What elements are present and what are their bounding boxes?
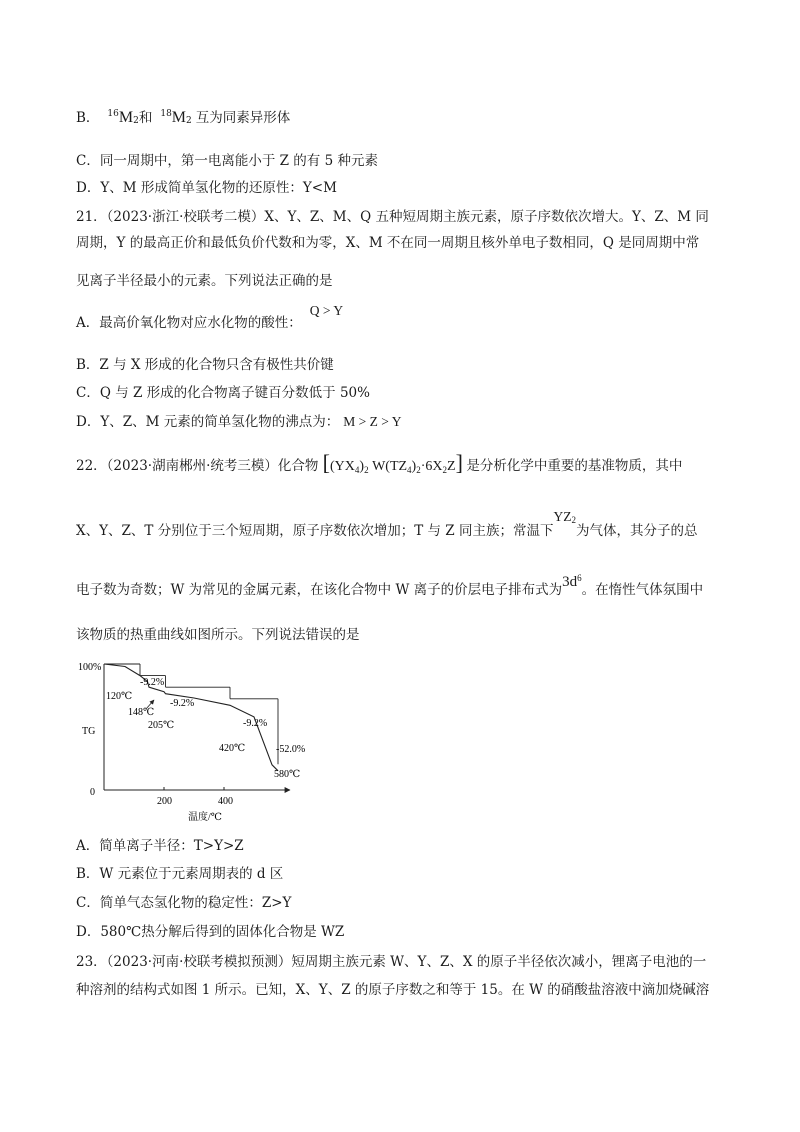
label-120c: 120℃ <box>106 691 133 702</box>
q21-option-c: C．Q 与 Z 形成的化合物离子键百分数低于 50% <box>76 385 370 401</box>
q21-stem-line1: 21．（2023·浙江·校联考二模）X、Y、Z、M、Q 五种短周期主族元素，原子序数依次增大。Y、Z、M 同 <box>76 209 709 225</box>
q21-stem-line2: 周期，Y 的最高正价和最低负价代数和为零，X、M 不在同一周期且核外单电子数相同，Q 是同周期中常 <box>76 235 700 251</box>
x-axis-label: 温度/℃ <box>188 812 222 823</box>
label-205c: 205℃ <box>148 720 175 731</box>
q23-stem-line2: 种溶剂的结构式如图 1 所示。已知，X、Y、Z 的原子序数之和等于 15。在 W 的硝酸盐溶液中滴加烧碱溶 <box>76 982 710 998</box>
q22-stem-line3: 电子数为奇数；W 为常见的金属元素，在该化合物中 W 离子的价层电子排布式为$3d^6$。在惰性气体氛围中 <box>76 573 704 598</box>
q20-option-c: C．同一周期中，第一电离能小于 Z 的有 5 种元素 <box>76 153 378 169</box>
q22-stem-line2: X、Y、Z、T 分别位于三个短周期，原子序数依次增加；T 与 Z 同主族；常温下$YZ_2$为气体，其分子的总 <box>76 509 698 539</box>
q21-option-b: B．Z 与 X 形成的化合物只含有极性共价键 <box>76 357 334 373</box>
y-tick-0: 0 <box>90 787 95 798</box>
loss-4: -52.0% <box>276 744 306 755</box>
q22-stem-line1: 22．（2023·湖南郴州·统考三模）化合物 [$(YX_4)_2$ $W(TZ_4)_2\cdot 6X_2Z$] 是分析化学中重要的基准物质，其中 <box>76 450 683 475</box>
label-580c: 580℃ <box>274 769 301 780</box>
q21-option-d: D．Y、Z、M 元素的简单氢化物的沸点为： M > Z > Y <box>76 414 402 430</box>
q22-option-d: D．580℃热分解后得到的固体化合物是 WZ <box>76 924 345 940</box>
q23-stem-line1: 23．（2023·河南·校联考模拟预测）短周期主族元素 W、Y、Z、X 的原子半径依次减小，锂离子电池的一 <box>76 954 707 970</box>
label-420c: 420℃ <box>219 743 246 754</box>
q20-option-b: B． $^{16}M_2$和 $^{18}M_2$ 互为同素异形体 <box>76 109 291 126</box>
x-tick-200: 200 <box>157 796 172 807</box>
q22-option-a: A．简单离子半径：T>Y>Z <box>76 838 244 854</box>
y-axis-label: TG <box>82 726 96 737</box>
loss-1: -9.2% <box>140 677 165 688</box>
tg-chart <box>78 658 318 838</box>
q21-option-a: A．最高价氧化物对应水化物的酸性：Q > Y <box>76 303 344 331</box>
loss-3: -9.2% <box>243 718 268 729</box>
q22-option-c: C．简单气态氢化物的稳定性：Z>Y <box>76 895 292 911</box>
q22-stem-line4: 该物质的热重曲线如图所示。下列说法错误的是 <box>76 627 360 643</box>
label-148c: 148℃ <box>128 707 155 718</box>
y-tick-100: 100% <box>78 662 102 673</box>
x-tick-400: 400 <box>218 796 233 807</box>
q20-option-d: D．Y、M 形成简单氢化物的还原性：Y<M <box>76 180 337 196</box>
loss-2: -9.2% <box>170 698 195 709</box>
q22-compound-formula: [$(YX_4)_2$ $W(TZ_4)_2\cdot 6X_2Z$] <box>322 450 463 475</box>
q22-option-b: B．W 元素位于元素周期表的 d 区 <box>76 866 284 882</box>
q21-stem-line3: 见离子半径最小的元素。下列说法正确的是 <box>76 273 333 289</box>
